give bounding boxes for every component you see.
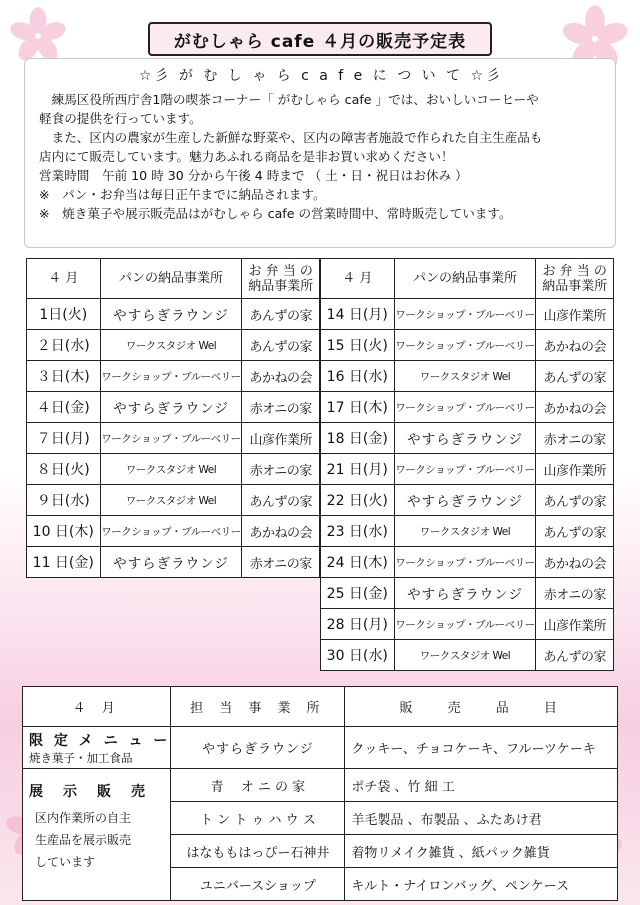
schedule-bread-office: やすらぎラウンジ — [394, 423, 536, 454]
schedule-bread-office: ワークスタジオ Wel — [394, 361, 536, 392]
sakura-icon — [8, 6, 68, 66]
schedule-row — [321, 330, 614, 361]
header-bento: お 弁 当 の 納品事業所 — [536, 259, 614, 299]
schedule-row — [27, 516, 320, 547]
schedule-bento-office: あかねの会 — [536, 547, 614, 578]
schedule-body-right — [321, 299, 614, 671]
schedule-day: 15 日(火) — [321, 330, 395, 361]
schedule-row — [321, 454, 614, 485]
about-box — [24, 58, 616, 248]
schedule-day: 21 日(月) — [321, 454, 395, 485]
schedule-day: ８日(火) — [27, 454, 101, 485]
schedule-row — [321, 547, 614, 578]
schedule-row — [321, 609, 614, 640]
schedule-row — [321, 299, 614, 330]
schedule-bento-office: 山彦作業所 — [536, 609, 614, 640]
schedule-day: 17 日(木) — [321, 392, 395, 423]
schedule-body-left — [27, 299, 320, 578]
schedule-bento-office: あかねの会 — [536, 392, 614, 423]
exhibit-items: 羊毛製品 、布製品 、ふたあけ君 — [345, 802, 618, 835]
schedule-bento-office: 山彦作業所 — [536, 299, 614, 330]
schedule-bread-office: やすらぎラウンジ — [100, 547, 242, 578]
schedule-day: 1日(火) — [27, 299, 101, 330]
exhibit-note: 区内作業所の自主 生産品を展示販売 しています — [35, 811, 132, 869]
schedule-day: ３日(木) — [27, 361, 101, 392]
header-bread: パンの納品事業所 — [394, 259, 536, 299]
about-line: 営業時間 午前 10 時 30 分から午後 4 時まで （ 土・日・祝日はお休み ） — [39, 168, 468, 183]
schedule-day: 30 日(水) — [321, 640, 395, 671]
schedule-row — [321, 640, 614, 671]
exhibit-title: 展 示 販 売 — [29, 784, 148, 800]
exhibit-category — [23, 769, 171, 901]
schedule-bread-office: やすらぎラウンジ — [100, 392, 242, 423]
schedule-bread-office: ワークショップ・ブルーベリー — [394, 609, 536, 640]
schedule-bento-office: あんずの家 — [242, 330, 320, 361]
schedule-day: ４日(金) — [27, 392, 101, 423]
schedule-bento-office: あんずの家 — [242, 485, 320, 516]
schedule-row — [321, 485, 614, 516]
exhibit-office: ト ン ト ゥ ハ ウ ス — [171, 802, 345, 835]
schedule-row — [321, 392, 614, 423]
schedule-row — [27, 392, 320, 423]
exhibit-office: ユニバースショップ — [171, 868, 345, 901]
schedule-day: 11 日(金) — [27, 547, 101, 578]
schedule-bento-office: 山彦作業所 — [242, 423, 320, 454]
schedule-row — [27, 454, 320, 485]
schedule-day: 22 日(火) — [321, 485, 395, 516]
about-heading: ☆彡 が む し ゃ ら c a f e に つ い て ☆彡 — [138, 68, 504, 84]
schedule-day: 23 日(水) — [321, 516, 395, 547]
menu-table — [22, 686, 618, 901]
about-line: また、区内の農家が生産した新鮮な野菜や、区内の障害者施設で作られた自主生産品も — [39, 130, 543, 145]
limited-menu-subtitle: 焼き菓子・加工食品 — [29, 750, 133, 765]
schedule-row — [27, 299, 320, 330]
limited-menu-category — [23, 727, 171, 769]
schedule-bento-office: あかねの会 — [536, 330, 614, 361]
exhibit-items: ポチ袋 、竹 細 工 — [345, 769, 618, 802]
schedule-bento-office: あんずの家 — [536, 516, 614, 547]
schedule-bread-office: やすらぎラウンジ — [100, 299, 242, 330]
header-bento: お 弁 当 の 納品事業所 — [242, 259, 320, 299]
schedule-bread-office: ワークショップ・ブルーベリー — [394, 547, 536, 578]
limited-menu-office: やすらぎラウンジ — [171, 727, 345, 769]
menu-header-items: 販 売 品 目 — [345, 687, 618, 727]
schedule-row — [27, 423, 320, 454]
header-month: ４ 月 — [321, 259, 395, 299]
schedule-bread-office: ワークショップ・ブルーベリー — [100, 516, 242, 547]
schedule-bento-office: 赤オニの家 — [536, 578, 614, 609]
schedule-bread-office: ワークショップ・ブルーベリー — [100, 361, 242, 392]
menu-header-office: 担 当 事 業 所 — [171, 687, 345, 727]
schedule-bento-office: あんずの家 — [536, 361, 614, 392]
exhibit-items: 着物リメイク雑貨 、紙パック雑貨 — [345, 835, 618, 868]
schedule-day: 25 日(金) — [321, 578, 395, 609]
about-line: 軽食の提供を行っています。 — [39, 111, 202, 126]
schedule-day: ２日(水) — [27, 330, 101, 361]
schedule-bread-office: ワークショップ・ブルーベリー — [394, 454, 536, 485]
schedule-bento-office: 山彦作業所 — [536, 454, 614, 485]
menu-header-month: ４ 月 — [23, 687, 171, 727]
schedule-bread-office: やすらぎラウンジ — [394, 485, 536, 516]
schedule-table-left — [26, 258, 320, 578]
schedule-bread-office: ワークスタジオ Wel — [100, 330, 242, 361]
schedule-row — [321, 361, 614, 392]
exhibit-items: キルト・ナイロンバッグ、ペンケース — [345, 868, 618, 901]
schedule-row — [321, 423, 614, 454]
schedule-bento-office: あんずの家 — [536, 485, 614, 516]
schedule-bread-office: ワークスタジオ Wel — [100, 454, 242, 485]
schedule-day: 18 日(金) — [321, 423, 395, 454]
schedule-bento-office: あんずの家 — [242, 299, 320, 330]
schedule-bread-office: ワークショップ・ブルーベリー — [394, 392, 536, 423]
schedule-row — [27, 547, 320, 578]
schedule-day: ９日(水) — [27, 485, 101, 516]
schedule-bread-office: ワークスタジオ Wel — [100, 485, 242, 516]
exhibit-office: はなももはっぴー石神井 — [171, 835, 345, 868]
about-line: ※ パン・お弁当は毎日正午までに納品されます。 — [39, 187, 326, 202]
schedule-bento-office: 赤オニの家 — [242, 454, 320, 485]
limited-menu-title: 限 定 メ ニ ュ ー — [29, 732, 171, 749]
schedule-bread-office: やすらぎラウンジ — [394, 578, 536, 609]
schedule-bento-office: あんずの家 — [536, 640, 614, 671]
schedule-bread-office: ワークショップ・ブルーベリー — [394, 299, 536, 330]
schedule-row — [321, 516, 614, 547]
schedule-day: ７日(月) — [27, 423, 101, 454]
exhibit-office: 青 オ ニ の 家 — [171, 769, 345, 802]
schedule-day: 10 日(木) — [27, 516, 101, 547]
schedule-day: 28 日(月) — [321, 609, 395, 640]
about-line: ※ 焼き菓子や展示販売品はがむしゃら cafe の営業時間中、常時販売しています。 — [39, 206, 512, 221]
schedule-bread-office: ワークスタジオ Wel — [394, 640, 536, 671]
schedule-bread-office: ワークショップ・ブルーベリー — [394, 330, 536, 361]
schedule-row — [27, 485, 320, 516]
about-line: 店内にて販売しています。魅力あふれる商品を是非お買い求めください！ — [39, 149, 454, 164]
schedule-row — [27, 361, 320, 392]
header-bread: パンの納品事業所 — [100, 259, 242, 299]
schedule-bread-office: ワークショップ・ブルーベリー — [100, 423, 242, 454]
schedule-row — [321, 578, 614, 609]
schedule-bread-office: ワークスタジオ Wel — [394, 516, 536, 547]
schedule-bento-office: あかねの会 — [242, 361, 320, 392]
schedule-bento-office: あかねの会 — [242, 516, 320, 547]
schedule-bento-office: 赤オニの家 — [242, 547, 320, 578]
page-title: がむしゃら cafe ４月の販売予定表 — [148, 22, 492, 56]
schedule-day: 24 日(木) — [321, 547, 395, 578]
schedule-bento-office: 赤オニの家 — [242, 392, 320, 423]
schedule-bento-office: 赤オニの家 — [536, 423, 614, 454]
header-month: ４ 月 — [27, 259, 101, 299]
schedule-day: 14 日(月) — [321, 299, 395, 330]
schedule-table-right — [320, 258, 614, 671]
limited-menu-items: クッキー、チョコケーキ、フルーツケーキ — [345, 727, 618, 769]
about-line: 練馬区役所西庁舎1階の喫茶コーナー「 がむしゃら cafe 」では、おいしいコーヒーや — [39, 92, 539, 107]
schedule-row — [27, 330, 320, 361]
schedule-day: 16 日(水) — [321, 361, 395, 392]
